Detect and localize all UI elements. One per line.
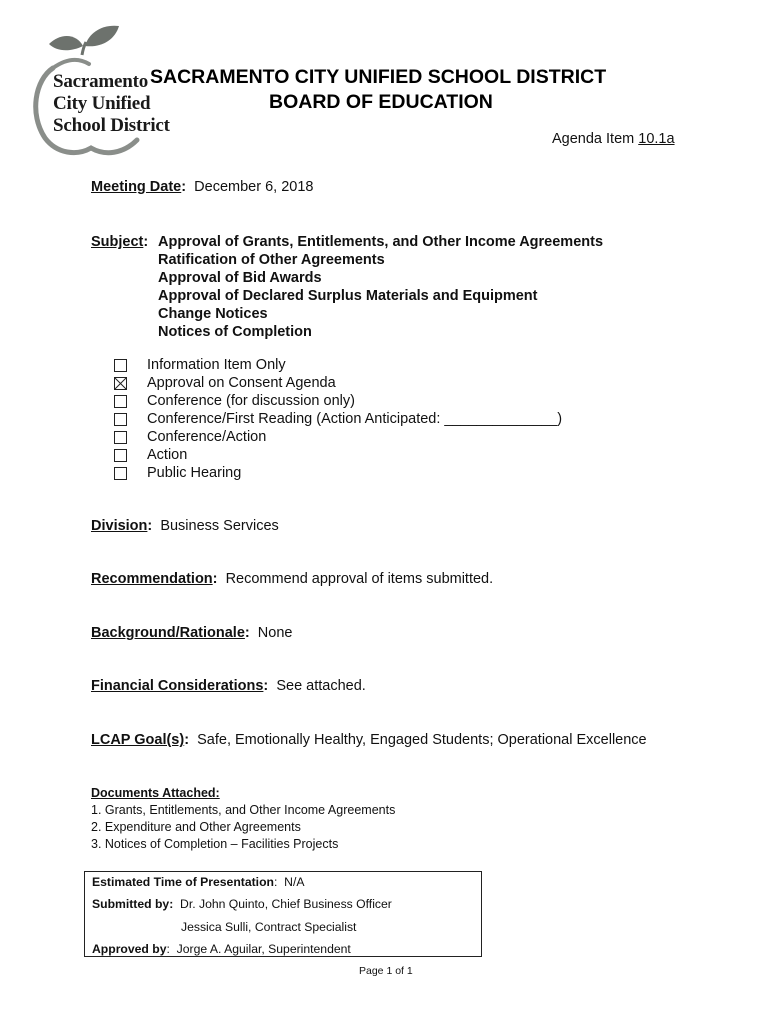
item-type-label: Action bbox=[147, 447, 188, 463]
submitted-by-name: Dr. John Quinto, Chief Business Officer bbox=[180, 897, 392, 911]
subject-item: Approval of Grants, Entitlements, and Other Income Agreements bbox=[158, 234, 604, 250]
board-title: BOARD OF EDUCATION bbox=[269, 91, 493, 113]
subject-item: Approval of Bid Awards bbox=[158, 270, 322, 286]
item-type-checkbox[interactable] bbox=[114, 413, 127, 426]
financial-row: Financial Considerations: See attached. bbox=[91, 678, 366, 694]
submitted-by-label: Submitted by: bbox=[92, 897, 174, 911]
estimated-time-value: N/A bbox=[284, 875, 305, 889]
background-row: Background/Rationale: None bbox=[91, 625, 293, 641]
logo-text-line1: Sacramento bbox=[53, 71, 149, 92]
division-row: Division: Business Services bbox=[91, 518, 279, 534]
presentation-info-box bbox=[84, 871, 482, 957]
logo-text-line2: City Unified bbox=[53, 93, 151, 114]
item-type-label: Conference (for discussion only) bbox=[147, 393, 355, 409]
approved-by-row: Approved by: Jorge A. Aguilar, Superintendent bbox=[92, 942, 351, 956]
document-item: 2. Expenditure and Other Agreements bbox=[91, 820, 301, 834]
subject-item: Change Notices bbox=[158, 306, 268, 322]
document-item: 1. Grants, Entitlements, and Other Income Agreements bbox=[91, 803, 396, 817]
meeting-date-value: December 6, 2018 bbox=[194, 179, 314, 195]
agenda-item bbox=[552, 131, 675, 147]
documents-attached bbox=[91, 785, 395, 853]
subject-item: Ratification of Other Agreements bbox=[158, 252, 385, 268]
division-value: Business Services bbox=[160, 518, 279, 534]
subject-list bbox=[158, 233, 603, 341]
lcap-row: LCAP Goal(s): Safe, Emotionally Healthy, Engaged Students; Operational Excellence bbox=[91, 732, 647, 748]
lcap-value: Safe, Emotionally Healthy, Engaged Students; Operational Excellence bbox=[197, 732, 647, 748]
division-label: Division bbox=[91, 518, 148, 534]
check-x-icon bbox=[115, 378, 126, 389]
subject-label-row: Subject: bbox=[91, 234, 149, 250]
submitted-by-row bbox=[92, 897, 392, 911]
item-type-checkbox-checked[interactable] bbox=[114, 377, 127, 390]
estimated-time-row: Estimated Time of Presentation: N/A bbox=[92, 875, 305, 889]
item-type-label: Information Item Only bbox=[147, 357, 286, 373]
item-type-checkbox[interactable] bbox=[114, 359, 127, 372]
item-type-label: Public Hearing bbox=[147, 465, 242, 481]
item-type-checkbox[interactable] bbox=[114, 395, 127, 408]
item-type-checkbox[interactable] bbox=[114, 467, 127, 480]
agenda-item-number: 10.1a bbox=[638, 131, 675, 147]
financial-value: See attached. bbox=[276, 678, 366, 694]
lcap-label: LCAP Goal(s) bbox=[91, 732, 185, 748]
document-item: 3. Notices of Completion – Facilities Projects bbox=[91, 837, 339, 851]
subject-label: Subject bbox=[91, 234, 144, 250]
agenda-item-prefix: Agenda Item bbox=[552, 131, 639, 147]
subject-item: Approval of Declared Surplus Materials and Equipment bbox=[158, 288, 538, 304]
financial-label: Financial Considerations bbox=[91, 678, 264, 694]
documents-label: Documents Attached: bbox=[91, 786, 220, 800]
item-type-label: Approval on Consent Agenda bbox=[147, 375, 336, 391]
page-number: Page 1 of 1 bbox=[359, 965, 413, 977]
approved-by-value: Jorge A. Aguilar, Superintendent bbox=[176, 942, 351, 956]
item-type-checkbox[interactable] bbox=[114, 431, 127, 444]
subject-item: Notices of Completion bbox=[158, 324, 312, 340]
approved-by-label: Approved by bbox=[92, 942, 167, 956]
recommendation-row: Recommendation: Recommend approval of items submitted. bbox=[91, 571, 494, 587]
submitted-by-name-2: Jessica Sulli, Contract Specialist bbox=[181, 920, 357, 934]
logo-text-line3: School District bbox=[53, 115, 170, 136]
item-type-label: Conference/Action bbox=[147, 429, 267, 445]
background-value: None bbox=[257, 625, 293, 641]
meeting-date-row: Meeting Date: December 6, 2018 bbox=[91, 179, 314, 195]
item-type-label: Conference/First Reading (Action Anticipated: ______________) bbox=[147, 411, 563, 427]
district-title: SACRAMENTO CITY UNIFIED SCHOOL DISTRICT bbox=[150, 66, 607, 88]
item-type-checkbox[interactable] bbox=[114, 449, 127, 462]
recommendation-label: Recommendation bbox=[91, 571, 213, 587]
background-label: Background/Rationale bbox=[91, 625, 245, 641]
estimated-time-label: Estimated Time of Presentation bbox=[92, 875, 274, 889]
recommendation-value: Recommend approval of items submitted. bbox=[225, 571, 494, 587]
meeting-date-label: Meeting Date bbox=[91, 179, 182, 195]
